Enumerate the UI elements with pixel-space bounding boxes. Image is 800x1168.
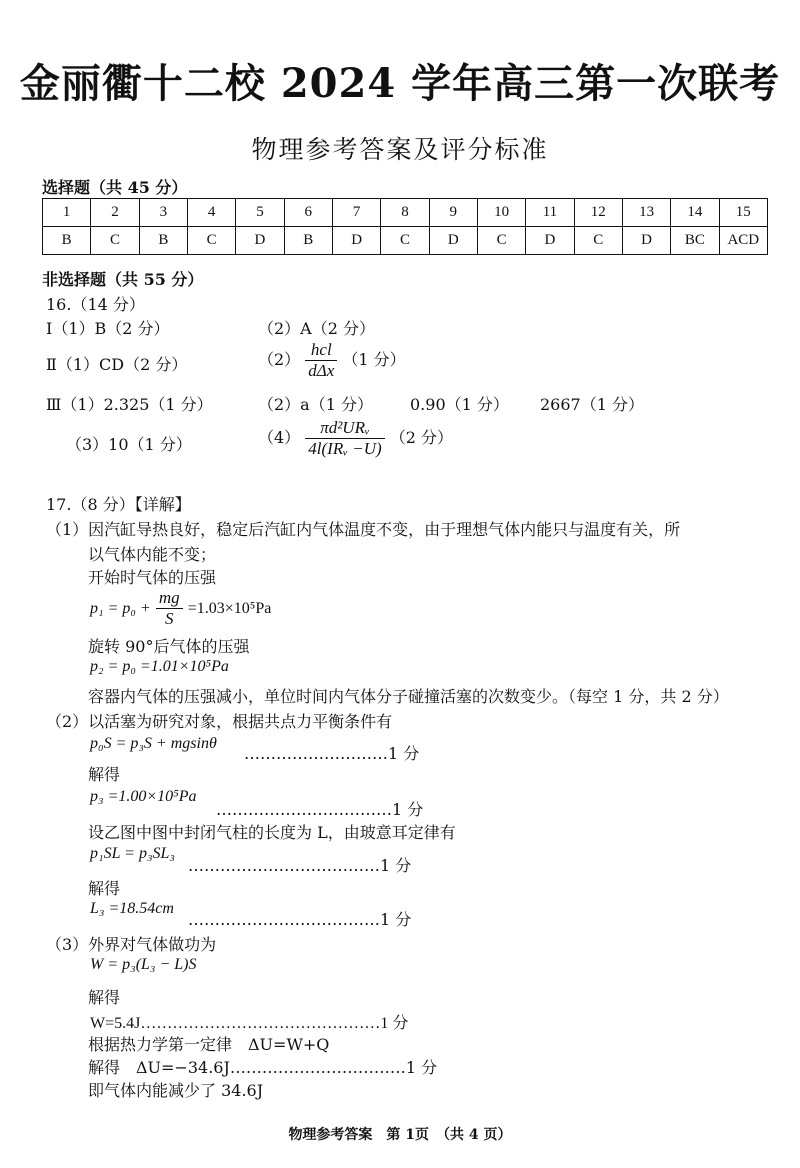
q17-text: 以气体内能不变； (88, 545, 217, 564)
q17-equation: p₀S = p₃S + mgsinθ (90, 735, 217, 752)
question-number: 2 (91, 199, 139, 227)
q17-text: （3）外界对气体做功为 (46, 935, 217, 954)
question-number: 8 (381, 199, 429, 227)
q17-text: 容器内气体的压强减小，单位时间内气体分子碰撞活塞的次数变少。（每空 1 分，共 2 分） (88, 687, 729, 706)
fraction-denominator: dΔx (308, 361, 335, 380)
answer-cell: BC (671, 227, 719, 255)
q17-text: 解得 (88, 765, 121, 784)
question-number: 7 (332, 199, 380, 227)
q17-equation: W=5.4J………………………………………1 分 (90, 1015, 409, 1032)
q17-text: 根据热力学第一定律 ΔU=W+Q (88, 1035, 330, 1054)
choice-heading: 选择题（共 45 分） (42, 178, 188, 197)
fraction (156, 588, 183, 629)
answer-cell: D (332, 227, 380, 255)
fraction-denominator: S (164, 609, 174, 628)
question-number: 11 (526, 199, 574, 227)
q17-text: 开始时气体的压强 (88, 568, 217, 587)
question-number: 14 (671, 199, 719, 227)
q16-part3-2c: 2667（1 分） (540, 395, 644, 414)
answer-cell: D (236, 227, 284, 255)
q17-points: ……………………………1 分 (216, 800, 424, 819)
q16-part2-2-suffix: （1 分） (342, 350, 406, 369)
q17-points: ………………………………1 分 (188, 910, 412, 929)
question-number: 3 (139, 199, 187, 227)
answer-cell: C (187, 227, 235, 255)
q16-part3-2b: 0.90（1 分） (410, 395, 509, 414)
q17-points: ………………………………1 分 (188, 856, 412, 875)
fraction-numerator: hcl (305, 340, 337, 361)
table-row (43, 199, 768, 227)
page-footer: 物理参考答案 第 1页 （共 4 页） (288, 1127, 512, 1143)
q17-equation: L₃ =18.54cm (90, 900, 174, 917)
q16-part3-3: （3）10（1 分） (66, 435, 192, 454)
q17-equation: p₁SL = p₃SL₃ (90, 845, 175, 862)
answer-cell: ACD (719, 227, 767, 255)
question-number: 15 (719, 199, 767, 227)
answer-cell: B (139, 227, 187, 255)
q17-equation (90, 588, 271, 629)
fraction-denominator: 4l(IRᵥ −U) (308, 439, 382, 458)
question-number: 6 (284, 199, 332, 227)
question-number: 10 (477, 199, 525, 227)
question-number: 1 (43, 199, 91, 227)
q17-heading: 17.（8 分）【详解】 (46, 495, 191, 514)
q16-part1-1: Ⅰ（1）B（2 分） (46, 319, 170, 338)
answer-cell: B (284, 227, 332, 255)
q17-points: ………………………1 分 (244, 744, 420, 763)
answer-cell: C (477, 227, 525, 255)
q17-text: 即气体内能减少了 34.6J (88, 1081, 264, 1100)
nonchoice-heading: 非选择题（共 55 分） (42, 270, 204, 289)
question-number: 4 (187, 199, 235, 227)
fraction (305, 340, 337, 381)
q17-text: 解得 ΔU=−34.6J……………………………1 分 (88, 1058, 438, 1077)
answer-table (42, 198, 768, 255)
q17-text: 解得 (88, 879, 121, 898)
q16-part2-2 (258, 340, 406, 381)
answer-cell: D (429, 227, 477, 255)
answer-cell: B (43, 227, 91, 255)
answer-cell: C (381, 227, 429, 255)
fraction-numerator: mg (156, 588, 183, 609)
q16-heading: 16.（14 分） (46, 295, 145, 314)
question-number: 9 (429, 199, 477, 227)
q17-equation: p₃ =1.00×10⁵Pa (90, 788, 197, 805)
fraction-numerator: πd²URᵥ (305, 418, 384, 439)
equation-lhs: p₁ = p₀ + (90, 600, 151, 617)
fraction (305, 418, 384, 459)
q17-equation: p₂ = p₀ =1.01×10⁵Pa (90, 658, 229, 675)
q17-text: 设乙图中图中封闭气柱的长度为 L，由玻意耳定律有 (88, 823, 456, 842)
q16-part1-2: （2）A（2 分） (258, 319, 376, 338)
q16-part3-1: Ⅲ（1）2.325（1 分） (46, 395, 213, 414)
answer-cell: D (622, 227, 670, 255)
equation-rhs: =1.03×10⁵Pa (187, 600, 272, 617)
q17-text: 解得 (88, 988, 121, 1007)
q17-text: 旋转 90°后气体的压强 (88, 637, 250, 656)
question-number: 13 (622, 199, 670, 227)
q16-part2-1: Ⅱ（1）CD（2 分） (46, 355, 188, 374)
q16-part3-4-prefix: （4） (258, 428, 301, 447)
q16-part3-4-suffix: （2 分） (389, 428, 454, 447)
answer-cell: C (574, 227, 622, 255)
answer-cell: C (91, 227, 139, 255)
q16-part3-2: （2）a（1 分） (258, 395, 373, 414)
page-title: 金丽衢十二校 2024 学年高三第一次联考 (19, 60, 781, 107)
q17-text: （2）以活塞为研究对象，根据共点力平衡条件有 (46, 712, 393, 731)
answer-cell: D (526, 227, 574, 255)
table-row (43, 227, 768, 255)
q16-part2-2-prefix: （2） (258, 350, 301, 369)
question-number: 12 (574, 199, 622, 227)
q17-text: （1）因汽缸导热良好，稳定后汽缸内气体温度不变，由于理想气体内能只与温度有关，所 (46, 520, 681, 539)
page-subtitle: 物理参考答案及评分标准 (251, 135, 549, 164)
question-number: 5 (236, 199, 284, 227)
q16-part3-4 (258, 418, 453, 459)
q17-equation: W = p₃(L₃ − L)S (90, 956, 197, 973)
